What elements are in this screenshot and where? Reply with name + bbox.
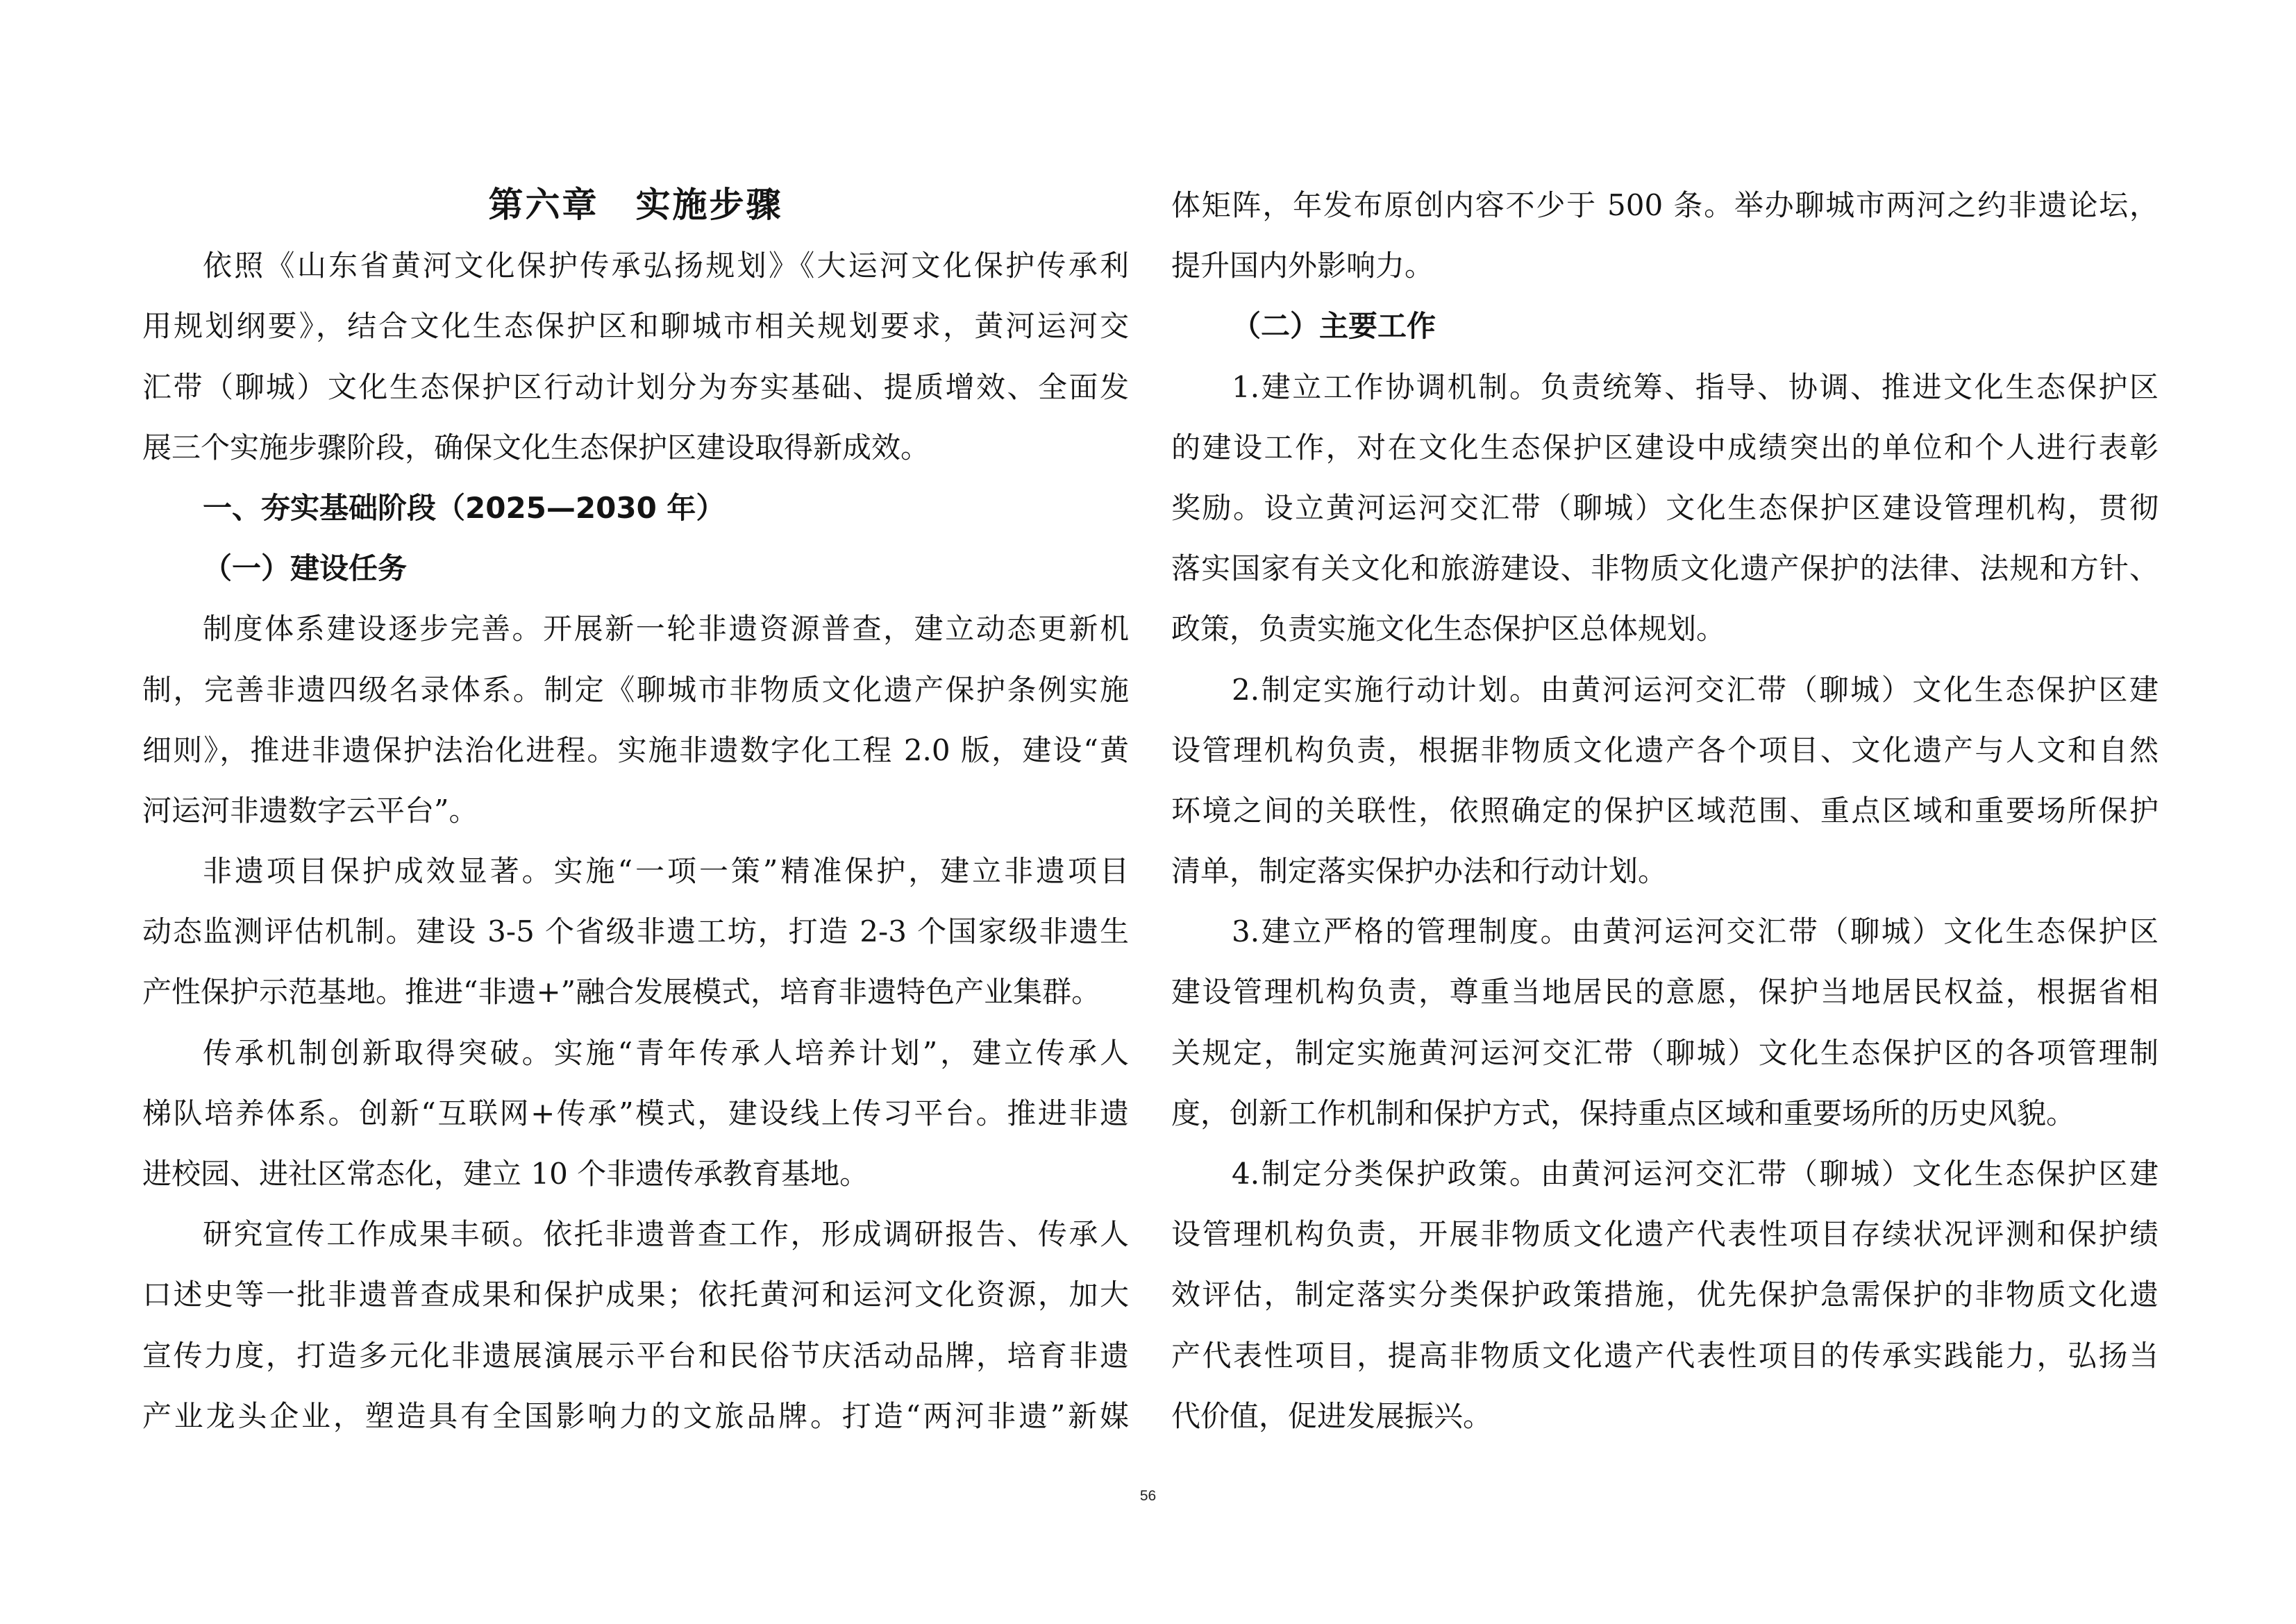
section-heading: 一、夯实基础阶段（2025—2030 年） <box>203 490 726 525</box>
paragraph-line: 依照《山东省黄河文化保护传承弘扬规划》《大运河文化保护传承利 <box>203 249 1129 283</box>
paragraph-line: 奖励。设立黄河运河交汇带（聊城）文化生态保护区建设管理机构，贯彻 <box>1171 490 2159 525</box>
continued-paragraph <box>1171 175 2159 296</box>
paragraph-line: 制度体系建设逐步完善。开展新一轮非遗资源普查，建立动态更新机 <box>203 612 1129 646</box>
paragraph-line: 产性保护示范基地。推进“非遗+”融合发展模式，培育非遗特色产业集群。 <box>142 975 1101 1010</box>
paragraph-line: 设管理机构负责，开展非物质文化遗产代表性项目存续状况评测和保护绩 <box>1171 1217 2159 1252</box>
paragraph-line: 效评估，制定落实分类保护政策措施，优先保护急需保护的非物质文化遗 <box>1171 1278 2159 1312</box>
paragraph-line: 环境之间的关联性，依照确定的保护区域范围、重点区域和重要场所保护 <box>1171 793 2159 828</box>
paragraph-line: 清单，制定落实保护办法和行动计划。 <box>1171 854 1668 889</box>
work-item <box>1171 357 2159 660</box>
paragraph-line: 非遗项目保护成效显著。实施“一项一策”精准保护，建立非遗项目 <box>203 854 1129 889</box>
paragraph-line: 4.制定分类保护政策。由黄河运河交汇带（聊城）文化生态保护区建 <box>1232 1157 2159 1191</box>
paragraph <box>142 1023 1129 1205</box>
paragraph-line: 细则》，推进非遗保护法治化进程。实施非遗数字化工程 2.0 版，建设“黄 <box>142 733 1129 767</box>
paragraph <box>142 598 1129 841</box>
paragraph-line: 用规划纲要》，结合文化生态保护区和聊城市相关规划要求，黄河运河交 <box>142 309 1129 344</box>
paragraph-line: 宣传力度，打造多元化非遗展演展示平台和民俗节庆活动品牌，培育非遗 <box>142 1338 1129 1373</box>
paragraph-line: 的建设工作，对在文化生态保护区建设中成绩突出的单位和个人进行表彰 <box>1171 430 2159 464</box>
paragraph-line: 设管理机构负责，根据非物质文化遗产各个项目、文化遗产与人文和自然 <box>1171 733 2159 767</box>
work-item <box>1171 660 2159 902</box>
paragraph-line: 进校园、进社区常态化，建立 10 个非遗传承教育基地。 <box>142 1157 869 1191</box>
work-item <box>1171 1144 2159 1446</box>
chapter-title: 第六章 实施步骤 <box>488 185 783 225</box>
page-number: 56 <box>1139 1488 1157 1504</box>
paragraph-line: 关规定，制定实施黄河运河交汇带（聊城）文化生态保护区的各项管理制 <box>1171 1035 2159 1070</box>
paragraph-line: 落实国家有关文化和旅游建设、非物质文化遗产保护的法律、法规和方针、 <box>1171 551 2159 586</box>
paragraph-line: 提升国内外影响力。 <box>1171 249 1434 283</box>
work-item <box>1171 901 2159 1144</box>
paragraph-line: 体矩阵，年发布原创内容不少于 500 条。举办聊城市两河之约非遗论坛， <box>1171 188 2159 222</box>
paragraph-line: 2.制定实施行动计划。由黄河运河交汇带（聊城）文化生态保护区建 <box>1232 672 2159 707</box>
paragraph <box>142 1204 1129 1446</box>
paragraph-line: 研究宣传工作成果丰硕。依托非遗普查工作，形成调研报告、传承人 <box>203 1217 1129 1252</box>
paragraph-line: 度，创新工作机制和保护方式，保持重点区域和重要场所的历史风貌。 <box>1171 1096 2076 1130</box>
right-column <box>1171 175 2159 1446</box>
paragraph-line: 梯队培养体系。创新“互联网+传承”模式，建设线上传习平台。推进非遗 <box>142 1096 1129 1130</box>
paragraph-line: 河运河非遗数字云平台”。 <box>142 793 478 828</box>
paragraph-line: 建设管理机构负责，尊重当地居民的意愿，保护当地居民权益，根据省相 <box>1171 975 2159 1010</box>
paragraph-line: 制，完善非遗四级名录体系。制定《聊城市非物质文化遗产保护条例实施 <box>142 672 1129 707</box>
paragraph-line: 代价值，促进发展振兴。 <box>1171 1398 1493 1433</box>
subsection-heading: （二）主要工作 <box>1232 309 1436 344</box>
subsection-heading: （一）建设任务 <box>203 551 408 586</box>
paragraph-line: 3.建立严格的管理制度。由黄河运河交汇带（聊城）文化生态保护区 <box>1232 914 2159 949</box>
paragraph-line: 1.建立工作协调机制。负责统筹、指导、协调、推进文化生态保护区 <box>1232 369 2159 404</box>
paragraph-line: 动态监测评估机制。建设 3-5 个省级非遗工坊，打造 2-3 个国家级非遗生 <box>142 914 1129 949</box>
paragraph-line: 政策，负责实施文化生态保护区总体规划。 <box>1171 612 1726 646</box>
left-column <box>142 175 1129 1446</box>
paragraph-line: 传承机制创新取得突破。实施“青年传承人培养计划”，建立传承人 <box>203 1035 1129 1070</box>
intro-paragraph <box>142 235 1129 478</box>
paragraph-line: 展三个实施步骤阶段，确保文化生态保护区建设取得新成效。 <box>142 430 930 464</box>
paragraph-line: 产业龙头企业，塑造具有全国影响力的文旅品牌。打造“两河非遗”新媒 <box>142 1398 1129 1433</box>
paragraph <box>142 841 1129 1023</box>
paragraph-line: 汇带（聊城）文化生态保护区行动计划分为夯实基础、提质增效、全面发 <box>142 369 1129 404</box>
paragraph-line: 口述史等一批非遗普查成果和保护成果；依托黄河和运河文化资源，加大 <box>142 1278 1129 1312</box>
paragraph-line: 产代表性项目，提高非物质文化遗产代表性项目的传承实践能力，弘扬当 <box>1171 1338 2159 1373</box>
